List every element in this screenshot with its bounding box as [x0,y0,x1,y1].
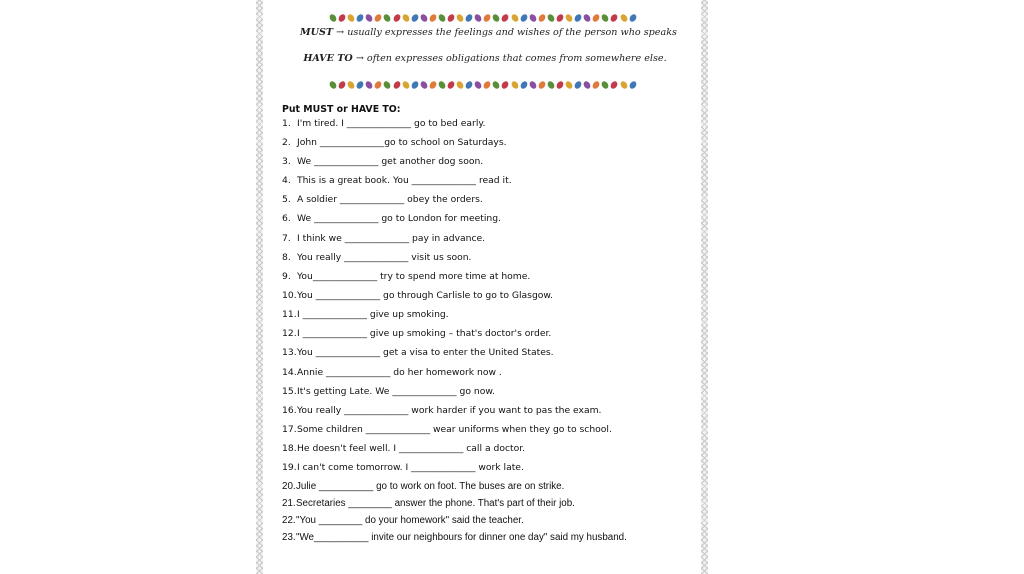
flower-icon [492,13,502,23]
item-number: 4. [282,175,291,186]
exercise-item [282,515,524,526]
flower-icon [355,13,365,23]
flower-icon [428,13,438,23]
item-number: 3. [282,156,291,167]
item-number: 18. [282,443,297,454]
flower-icon [392,13,402,23]
item-sentence: I ______________ give up smoking. [297,309,449,320]
must-rule [300,27,677,38]
item-sentence: It's getting Late. We ______________ go now. [297,386,495,397]
flower-icon [619,13,629,23]
item-number: 19. [282,462,297,473]
flower-icon [528,80,538,90]
flower-icon [501,80,511,90]
flower-icon [328,13,338,23]
item-number: 10. [282,290,297,301]
flower-icon [337,80,347,90]
flower-icon [537,13,547,23]
flower-icon [573,80,583,90]
item-number: 7. [282,233,291,244]
flower-icon [374,13,384,23]
flower-icon [510,13,520,23]
flower-icon [464,80,474,90]
item-sentence: We ______________ go to London for meeting. [297,213,502,224]
item-sentence: You ______________ go through Carlisle to go to Glasgow. [297,290,554,301]
flower-icon [328,80,338,90]
item-number: 20. [282,481,296,492]
flower-icon [492,80,502,90]
flower-icon [564,13,574,23]
arrow-icon: → [336,27,345,38]
flower-icon [546,13,556,23]
flower-icon [383,80,393,90]
item-sentence: You really ______________ visit us soon. [297,252,472,263]
flower-icon [346,13,356,23]
decorative-garland-top [330,13,636,23]
item-number: 22. [282,515,296,526]
item-sentence: A soldier ______________ obey the orders. [297,194,483,205]
item-sentence: You ______________ get a visa to enter the United States. [297,347,554,358]
flower-icon [555,13,565,23]
haveto-label: HAVE TO [303,53,353,64]
item-sentence: I'm tired. I ______________ go to bed early. [297,118,486,129]
item-number: 23. [282,532,296,543]
flower-icon [455,80,465,90]
haveto-rule [300,53,670,64]
exercise-item [282,481,564,492]
exercise-item [282,405,601,416]
item-number: 9. [282,271,291,282]
flower-icon [464,13,474,23]
item-number: 11. [282,309,297,320]
item-number: 12. [282,328,297,339]
flower-icon [419,80,429,90]
flower-icon [610,80,620,90]
flower-icon [610,13,620,23]
exercise-item [282,367,502,378]
item-number: 8. [282,252,291,263]
flower-icon [437,80,447,90]
flower-icon [592,80,602,90]
exercise-item [282,462,524,473]
flower-icon [437,13,447,23]
flower-icon [473,13,483,23]
exercise-item [282,424,612,435]
flower-icon [365,13,375,23]
item-number: 16. [282,405,297,416]
flower-icon [573,13,583,23]
flower-icon [519,80,529,90]
item-sentence: We ______________ get another dog soon. [297,156,484,167]
item-number: 14. [282,367,297,378]
flower-icon [501,13,511,23]
flower-icon [401,80,411,90]
flower-icon [582,80,592,90]
item-sentence: "We__________ invite our neighbours for dinner one day" said my husband. [296,532,627,543]
exercise-item [282,252,471,263]
exercise-item [282,532,627,543]
exercise-item [282,498,575,509]
exercise-item [282,290,553,301]
page-border-left [256,0,263,574]
item-sentence: I ______________ give up smoking – that's doctor's order. [297,328,552,339]
item-number: 1. [282,118,291,129]
item-number: 5. [282,194,291,205]
flower-icon [483,80,493,90]
flower-icon [419,13,429,23]
flower-icon [410,80,420,90]
flower-icon [401,13,411,23]
flower-icon [446,80,456,90]
flower-icon [510,80,520,90]
item-sentence: "You ________ do your homework" said the teacher. [296,515,524,526]
flower-icon [473,80,483,90]
flower-icon [355,80,365,90]
decorative-garland-bottom [330,80,636,90]
item-sentence: Annie ______________ do her homework now . [297,367,502,378]
flower-icon [555,80,565,90]
item-sentence: You______________ try to spend more time at home. [297,271,531,282]
item-sentence: Some children ______________ wear uniforms when they go to school. [297,424,612,435]
flower-icon [564,80,574,90]
item-number: 17. [282,424,297,435]
item-sentence: You really ______________ work harder if you want to pas the exam. [297,405,602,416]
must-description: usually expresses the feelings and wishes of the person who speaks [347,27,677,38]
exercise-item [282,194,483,205]
flower-icon [346,80,356,90]
exercise-item [282,309,449,320]
flower-icon [428,80,438,90]
flower-icon [446,13,456,23]
exercise-item [282,213,501,224]
must-label: MUST [300,27,334,38]
item-number: 21. [282,498,296,509]
flower-icon [337,13,347,23]
exercise-item [282,271,530,282]
exercise-instructions: Put MUST or HAVE TO: [282,104,401,115]
exercise-item [282,347,554,358]
exercise-item [282,118,485,129]
flower-icon [546,80,556,90]
item-sentence: John ______________go to school on Saturdays. [297,137,507,148]
flower-icon [483,13,493,23]
flower-icon [592,13,602,23]
flower-icon [374,80,384,90]
exercise-item [282,175,512,186]
exercise-item [282,156,483,167]
flower-icon [519,13,529,23]
item-sentence: I think we ______________ pay in advance. [297,233,486,244]
page-border-right [701,0,708,574]
exercise-item [282,328,551,339]
item-sentence: I can't come tomorrow. I ______________ work late. [297,462,524,473]
item-sentence: He doesn't feel well. I ______________ call a doctor. [297,443,526,454]
flower-icon [601,80,611,90]
exercise-item [282,443,525,454]
flower-icon [537,80,547,90]
item-number: 6. [282,213,291,224]
exercise-item [282,137,507,148]
flower-icon [410,13,420,23]
flower-icon [601,13,611,23]
flower-icon [383,13,393,23]
exercise-item [282,386,495,397]
item-sentence: This is a great book. You ______________ read it. [297,175,512,186]
item-number: 13. [282,347,297,358]
flower-icon [365,80,375,90]
flower-icon [455,13,465,23]
flower-icon [582,13,592,23]
item-sentence: Julie __________ go to work on foot. The buses are on strike. [296,481,565,492]
flower-icon [619,80,629,90]
haveto-description: often expresses obligations that comes from somewhere else. [366,53,667,64]
flower-icon [628,13,638,23]
flower-icon [392,80,402,90]
item-number: 15. [282,386,297,397]
arrow-icon: → [355,53,364,64]
flower-icon [628,80,638,90]
flower-icon [528,13,538,23]
item-number: 2. [282,137,291,148]
item-sentence: Secretaries ________ answer the phone. That's part of their job. [296,498,575,509]
exercise-item [282,233,485,244]
